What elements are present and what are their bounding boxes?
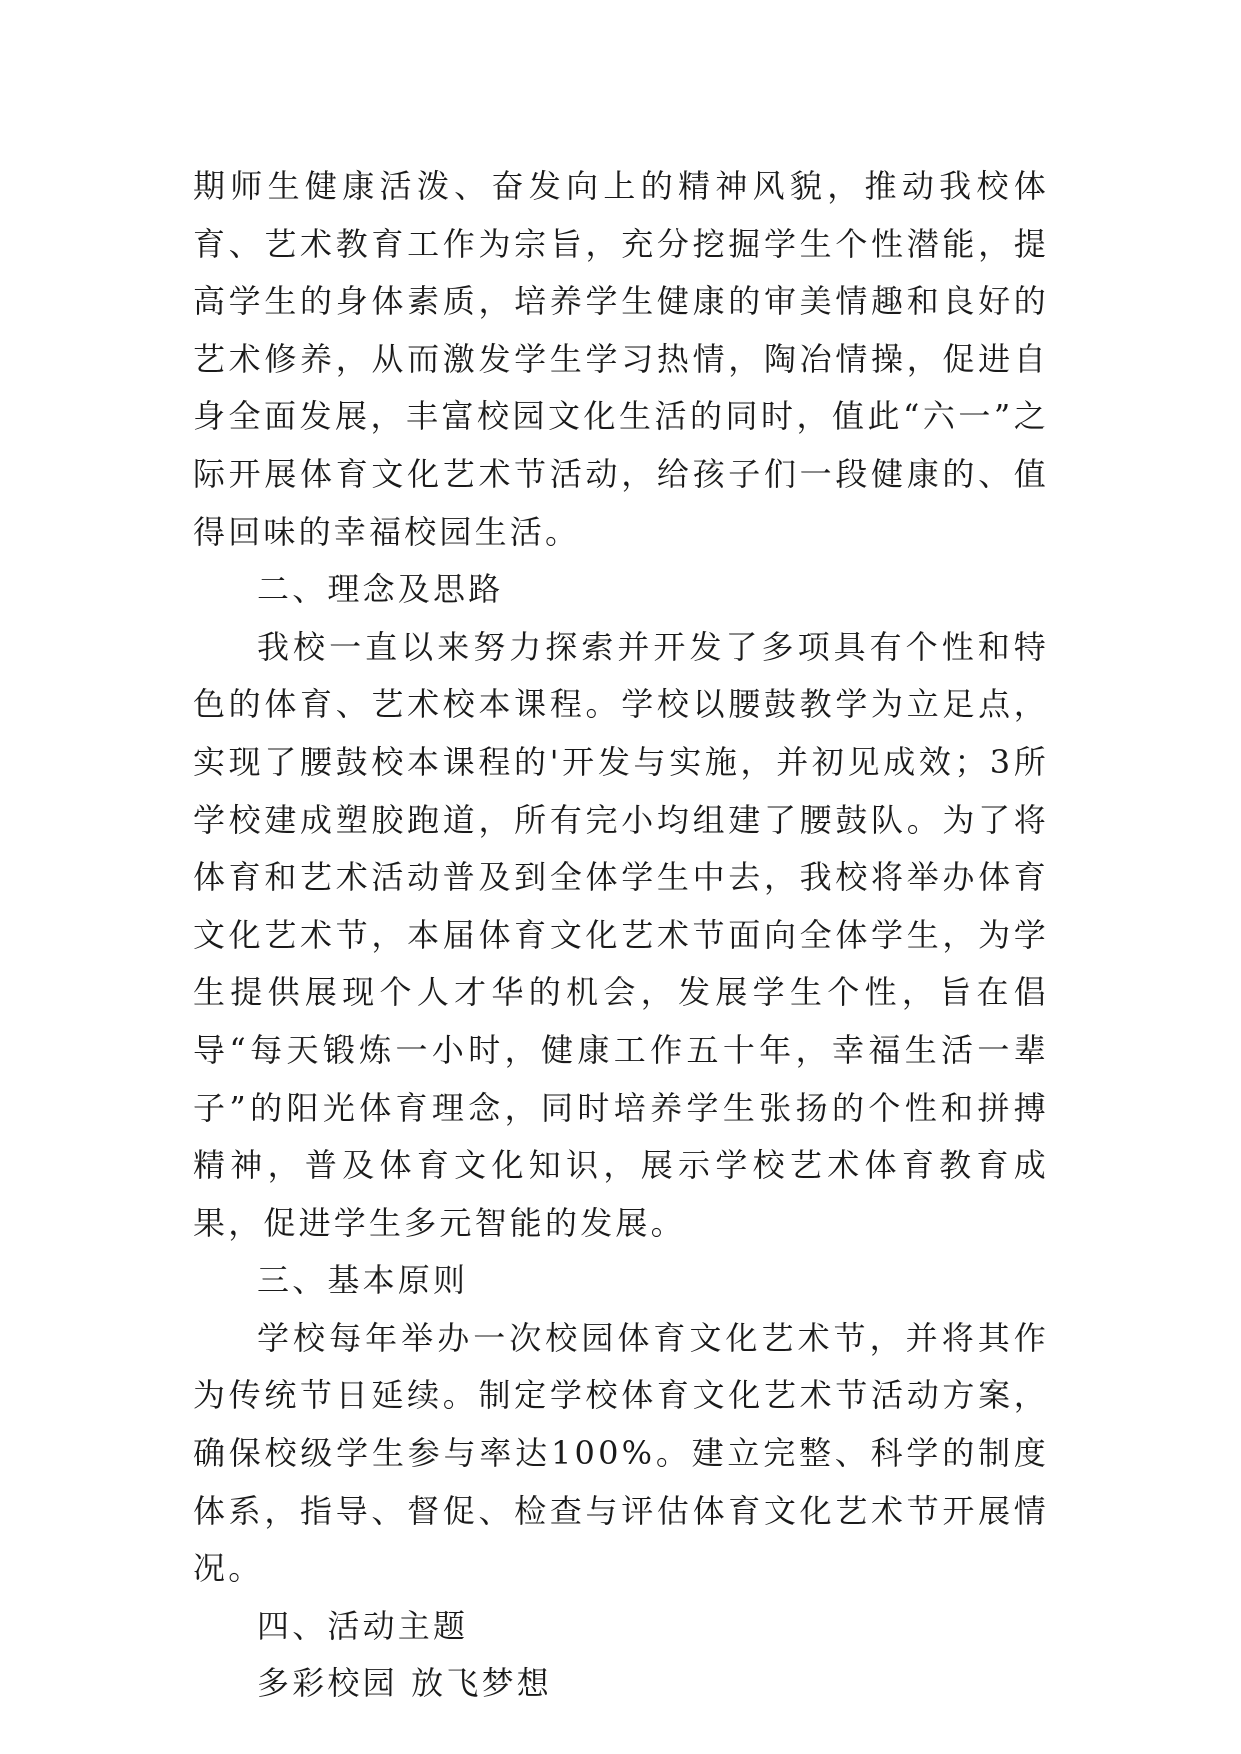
heading-activity-theme: 四、活动主题 — [257, 1606, 469, 1645]
heading-basic-principles: 三、基本原则 — [257, 1261, 469, 1300]
paragraph-concept-and-approach: 我校一直以来努力探索并开发了多项具有个性和特色的体育、艺术校本课程。学校以腰鼓教学为立足点，实现了腰鼓校本课程的'开发与实施，并初见成效；3所学校建成塑胶跑道，所有完小均组建了腰鼓队。为了将体育和艺术活动普及到全体学生中去，我校将举办体育文化艺术节，本届体育文化艺术节面向全体学生，为学生提供展现个人才华的机会，发展学生个性，旨在倡导“每天锻炼一小时，健康工作五十年，幸福生活一辈子”的阳光体育理念，同时培养学生张扬的个性和拼搏精神，普及体育文化知识，展示学校艺术体育教育成果，促进学生多元智能的发展。 — [193, 627, 1049, 1242]
document-body — [193, 158, 1049, 1713]
paragraph-basic-principles: 学校每年举办一次校园体育文化艺术节，并将其作为传统节日延续。制定学校体育文化艺术节活动方案，确保校级学生参与率达100%。建立完整、科学的制度体系，指导、督促、检查与评估体育文化艺术节开展情况。 — [193, 1318, 1049, 1588]
paragraph-activity-theme: 多彩校园 放飞梦想 — [257, 1664, 552, 1703]
paragraph-purpose-continued: 期师生健康活泼、奋发向上的精神风貌，推动我校体育、艺术教育工作为宗旨，充分挖掘学生个性潜能，提高学生的身体素质，培养学生健康的审美情趣和良好的艺术修养，从而激发学生学习热情，陶冶情操，促进自身全面发展，丰富校园文化生活的同时，值此“六一”之际开展体育文化艺术节活动，给孩子们一段健康的、值得回味的幸福校园生活。 — [193, 167, 1049, 551]
heading-concept-and-approach: 二、理念及思路 — [257, 570, 504, 609]
